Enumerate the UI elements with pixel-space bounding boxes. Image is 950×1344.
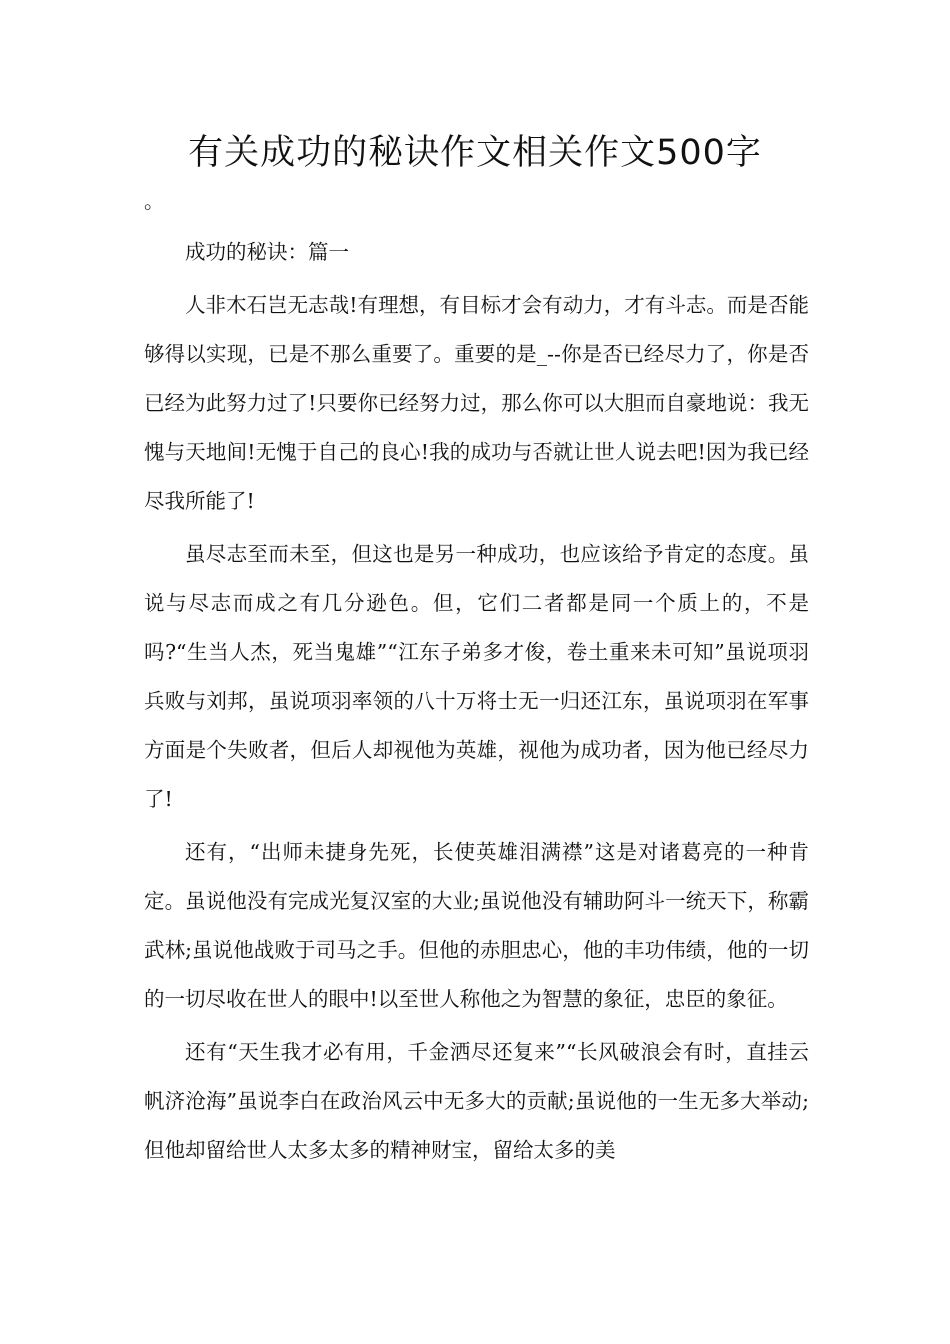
paragraph: 人非木石岂无志哉!有理想，有目标才会有动力，才有斗志。而是否能够得以实现，已是不那么重要了。重要的是_--你是否已经尽力了，你是否已经为此努力过了!只要你已经努力过，那么你可以大胆而自豪地说：我无愧与天地间!无愧于自己的良心!我的成功与否就让世人说去吧!因为我已经尽我所能了! — [144, 293, 809, 513]
stray-mark: 。 — [144, 189, 164, 213]
section-heading: 成功的秘诀：篇一 — [185, 240, 349, 264]
document-title: 有关成功的秘诀作文相关作文500字 — [188, 133, 762, 173]
paragraph: 虽尽志至而未至，但这也是另一种成功，也应该给予肯定的态度。虽说与尽志而成之有几分逊色。但，它们二者都是同一个质上的，不是吗?“生当人杰，死当鬼雄”“江东子弟多才俊，卷土重来未可知”虽说项羽兵败与刘邦，虽说项羽率领的八十万将士无一归还江东，虽说项羽在军事方面是个失败者，但后人却视他为英雄，视他为成功者，因为他已经尽力了! — [144, 542, 809, 811]
document-body — [144, 228, 809, 1175]
paragraph: 还有“天生我才必有用，千金洒尽还复来”“长风破浪会有时，直挂云帆济沧海”虽说李白在政治风云中无多大的贡献;虽说他的一生无多大举动;但他却留给世人太多太多的精神财宝，留给太多的美 — [144, 1040, 809, 1162]
paragraph: 还有，“出师未捷身先死，长使英雄泪满襟”这是对诸葛亮的一种肯定。虽说他没有完成光复汉室的大业;虽说他没有辅助阿斗一统天下，称霸武林;虽说他战败于司马之手。但他的赤胆忠心，他的丰功伟绩，他的一切的一切尽收在世人的眼中!以至世人称他之为智慧的象征，忠臣的象征。 — [144, 840, 809, 1011]
